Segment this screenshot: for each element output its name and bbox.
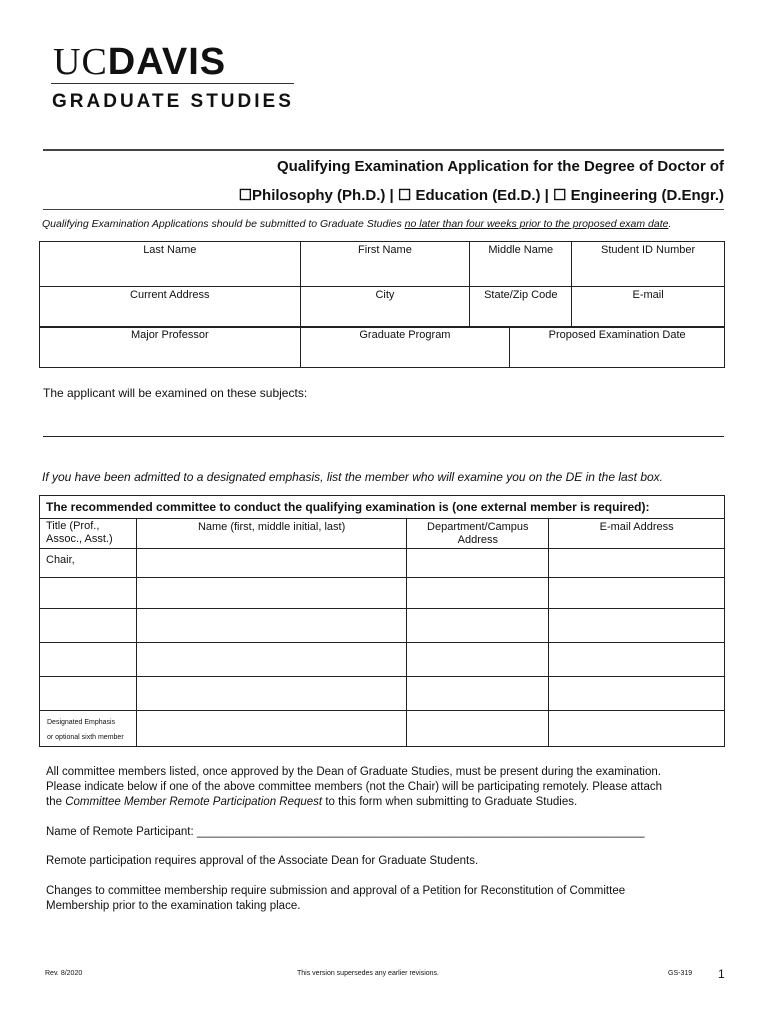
committee-row-chair <box>40 549 725 578</box>
field-label: City <box>375 289 395 301</box>
logo-uc-text: UC <box>53 41 108 83</box>
col-title-header: Title (Prof., Assoc., Asst.) <box>40 519 137 549</box>
paragraph-line: Changes to committee membership require submission and approval of a Petition for Reconstitution of Committee <box>46 885 626 897</box>
major-professor-field[interactable] <box>40 327 301 368</box>
note-deadline: no later than four weeks prior to the proposed exam date <box>404 218 669 230</box>
member-name-cell[interactable] <box>136 609 406 643</box>
member-title-cell[interactable] <box>40 609 137 643</box>
header-rule-top <box>43 149 724 151</box>
chair-email-cell[interactable] <box>549 549 725 578</box>
member-email-cell[interactable] <box>549 609 725 643</box>
program-info-table <box>39 326 725 368</box>
subjects-input-line[interactable] <box>43 436 724 437</box>
field-label: Current Address <box>130 289 210 301</box>
page-number: 1 <box>718 967 725 981</box>
col-email-header: E-mail Address <box>549 519 725 549</box>
member-email-cell[interactable] <box>549 677 725 711</box>
chair-department-cell[interactable] <box>407 549 549 578</box>
paragraph-line <box>46 795 726 810</box>
current-address-field[interactable] <box>40 287 301 328</box>
chair-name-cell[interactable] <box>136 549 406 578</box>
subjects-label: The applicant will be examined on these subjects: <box>43 386 308 400</box>
committee-table <box>39 495 725 747</box>
committee-heading: The recommended committee to conduct the qualifying examination is (one external member is required): <box>40 496 725 519</box>
de-department-cell[interactable] <box>407 711 549 747</box>
text-span: the <box>46 796 66 808</box>
chair-label: Chair, <box>46 554 75 566</box>
student-info-table <box>39 241 725 328</box>
field-label: E-mail <box>632 289 664 301</box>
committee-row-designated-emphasis <box>40 711 725 747</box>
member-name-cell[interactable] <box>136 677 406 711</box>
graduate-program-field[interactable] <box>300 327 510 368</box>
member-email-cell[interactable] <box>549 643 725 677</box>
field-label: Graduate Program <box>359 329 451 341</box>
last-name-field[interactable] <box>40 242 301 287</box>
designated-emphasis-note: If you have been admitted to a designated emphasis, list the member who will examine you on the DE in the last box. <box>42 470 664 484</box>
field-label: Middle Name <box>488 244 554 256</box>
form-title: Qualifying Examination Application for the Degree of Doctor of <box>277 158 724 175</box>
col-department-header: Department/Campus Address <box>407 519 549 549</box>
middle-name-field[interactable] <box>470 242 572 287</box>
paragraph-line: All committee members listed, once approved by the Dean of Graduate Studies, must be present during the examination. <box>46 766 661 778</box>
member-title-cell[interactable] <box>40 578 137 609</box>
member-title-cell[interactable] <box>40 643 137 677</box>
member-title-cell[interactable] <box>40 677 137 711</box>
chair-title-cell[interactable] <box>40 549 137 578</box>
logo-davis-text: DAVIS <box>107 41 227 83</box>
de-title-cell[interactable] <box>40 711 137 747</box>
field-label: Student ID Number <box>601 244 696 256</box>
committee-row <box>40 677 725 711</box>
attendance-paragraph <box>46 765 726 810</box>
member-department-cell[interactable] <box>407 643 549 677</box>
membership-changes-paragraph <box>46 884 726 914</box>
city-field[interactable] <box>300 287 470 328</box>
note-prefix: Qualifying Examination Applications should be submitted to Graduate Studies <box>42 218 405 230</box>
member-department-cell[interactable] <box>407 578 549 609</box>
field-label: Major Professor <box>130 329 209 341</box>
remote-participant-field[interactable]: Name of Remote Participant: ______________________________________________________________________ <box>46 826 645 838</box>
member-department-cell[interactable] <box>407 609 549 643</box>
header-rule-bottom <box>43 209 724 210</box>
state-zip-field[interactable] <box>470 287 572 328</box>
note-suffix: . <box>668 218 672 230</box>
student-id-field[interactable] <box>572 242 725 287</box>
remote-approval-text: Remote participation requires approval of the Associate Dean for Graduate Students. <box>46 855 479 867</box>
field-label: State/Zip Code <box>484 289 558 301</box>
form-id: GS-319 <box>668 970 693 977</box>
remote-request-form-name: Committee Member Remote Participation Request <box>65 796 323 808</box>
submission-note <box>42 218 671 230</box>
ucdavis-logo <box>53 42 226 82</box>
committee-row <box>40 578 725 609</box>
email-field[interactable] <box>572 287 725 328</box>
field-label: Proposed Examination Date <box>548 329 686 341</box>
exam-date-field[interactable] <box>510 327 725 368</box>
supersedes-note: This version supersedes any earlier revisions. <box>297 970 440 977</box>
paragraph-line: Please indicate below if one of the above committee members (not the Chair) will be participating remotely. Please attach <box>46 781 662 793</box>
col-name-header: Name (first, middle initial, last) <box>136 519 406 549</box>
member-name-cell[interactable] <box>136 578 406 609</box>
paragraph-line: Membership prior to the examination taking place. <box>46 900 301 912</box>
member-email-cell[interactable] <box>549 578 725 609</box>
field-label: Last Name <box>143 244 197 256</box>
field-label: First Name <box>358 244 412 256</box>
revision-date: Rev. 8/2020 <box>45 970 83 977</box>
logo-subtitle: GRADUATE STUDIES <box>52 91 294 112</box>
first-name-field[interactable] <box>300 242 470 287</box>
member-department-cell[interactable] <box>407 677 549 711</box>
de-label-line1: Designated Emphasis <box>47 719 116 726</box>
de-label-line2: or optional sixth member <box>47 734 124 741</box>
logo-divider <box>51 83 294 84</box>
text-span: to this form when submitting to Graduate Studies. <box>322 796 578 808</box>
member-name-cell[interactable] <box>136 643 406 677</box>
committee-row <box>40 643 725 677</box>
de-email-cell[interactable] <box>549 711 725 747</box>
de-name-cell[interactable] <box>136 711 406 747</box>
committee-row <box>40 609 725 643</box>
degree-options[interactable]: ☐Philosophy (Ph.D.) | ☐ Education (Ed.D.) | ☐ Engineering (D.Engr.) <box>238 187 724 204</box>
